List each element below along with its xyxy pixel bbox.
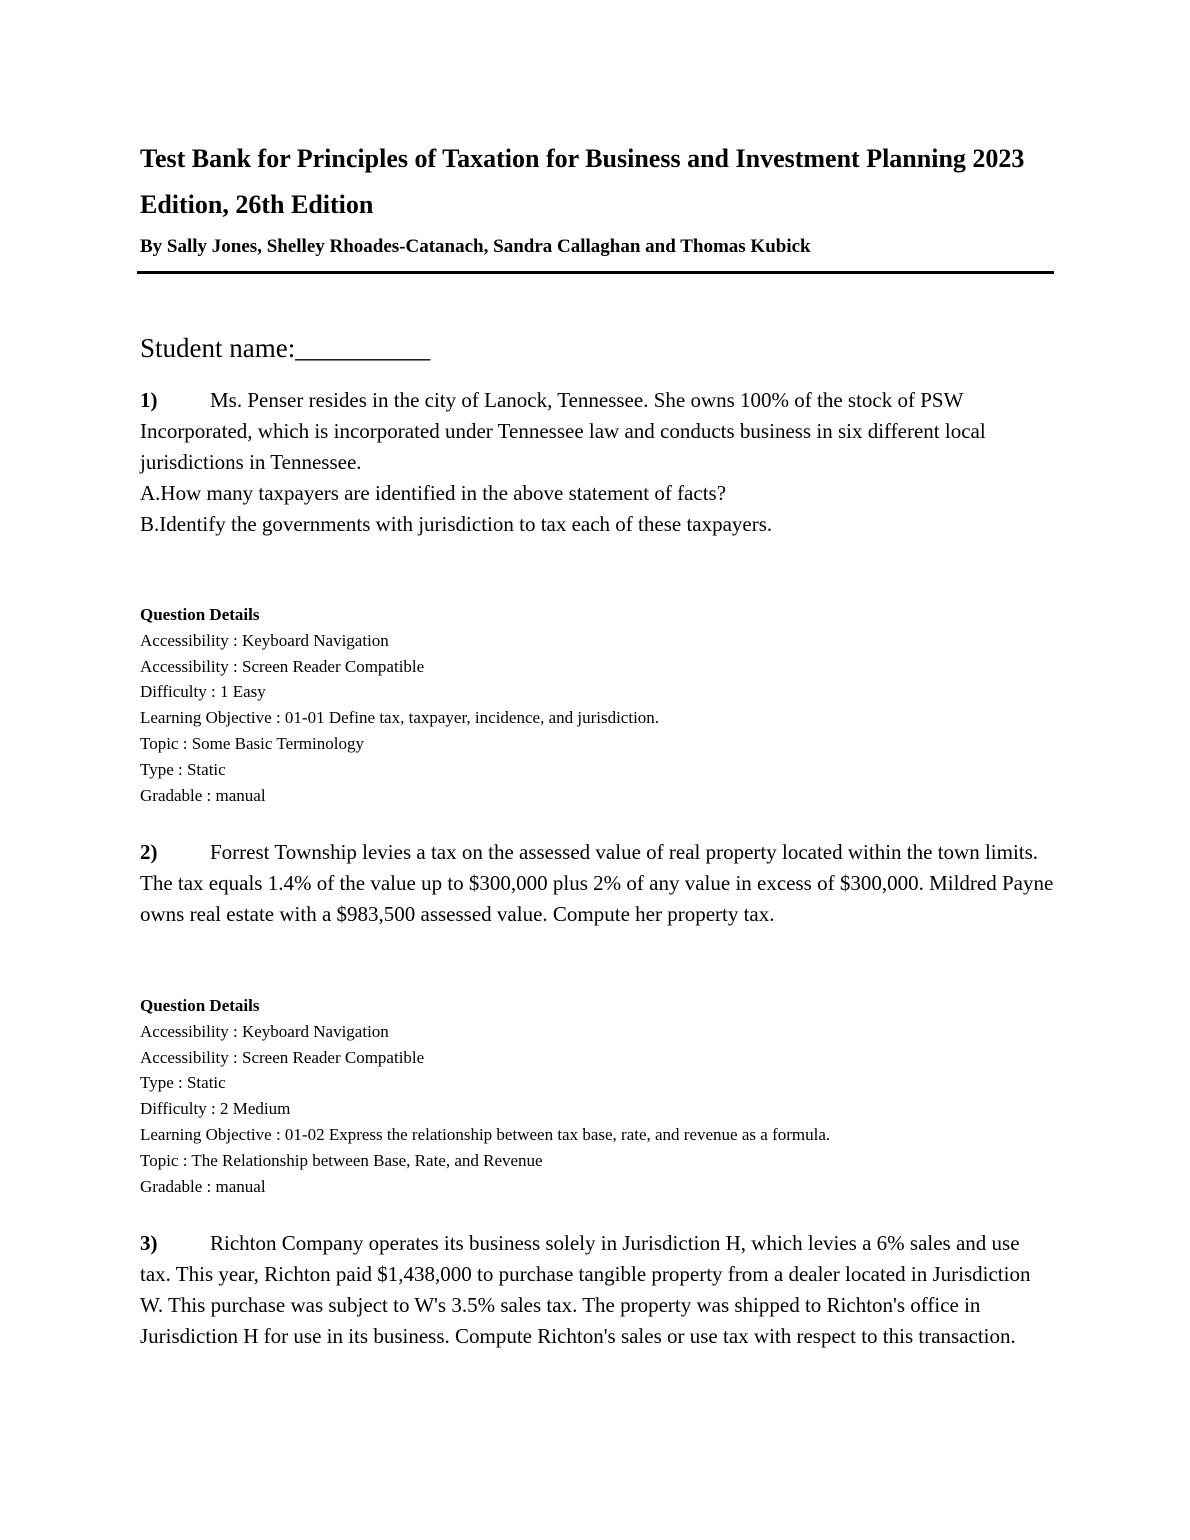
details-line: Gradable : manual bbox=[140, 1176, 266, 1196]
details-heading: Question Details bbox=[140, 605, 260, 624]
question-1 bbox=[140, 385, 1055, 540]
details-line: Gradable : manual bbox=[140, 785, 266, 805]
question-number: 1) bbox=[140, 388, 158, 412]
details-line: Learning Objective : 01-01 Define tax, taxpayer, incidence, and jurisdiction. bbox=[140, 708, 660, 728]
details-line: Accessibility : Screen Reader Compatible bbox=[140, 1047, 425, 1067]
question-2 bbox=[140, 837, 1055, 930]
question-2-details bbox=[140, 993, 1040, 1199]
details-line: Accessibility : Keyboard Navigation bbox=[140, 1021, 389, 1041]
question-1-details bbox=[140, 602, 1040, 808]
details-line: Type : Static bbox=[140, 759, 226, 779]
question-number: 2) bbox=[140, 840, 158, 864]
question-part-a: A.How many taxpayers are identified in the above statement of facts? bbox=[140, 481, 727, 505]
details-line: Type : Static bbox=[140, 1073, 226, 1093]
document-title: Test Bank for Principles of Taxation for Business and Investment Planning 2023 Edition, 26th Edition bbox=[140, 144, 1025, 219]
details-line: Accessibility : Keyboard Navigation bbox=[140, 630, 389, 650]
question-part-b: B.Identify the governments with jurisdiction to tax each of these taxpayers. bbox=[140, 512, 773, 536]
details-line: Difficulty : 2 Medium bbox=[140, 1099, 291, 1119]
student-name-label: Student name:__________ bbox=[140, 333, 431, 363]
details-line: Topic : Some Basic Terminology bbox=[140, 733, 364, 753]
question-text: Ms. Penser resides in the city of Lanock, Tennessee. She owns 100% of the stock of PSW Incorporated, which is incorporated under Tennessee law and conducts business in six different local jurisdictions in Tennessee. bbox=[140, 388, 986, 474]
details-line: Topic : The Relationship between Base, Rate, and Revenue bbox=[140, 1150, 543, 1170]
details-line: Accessibility : Screen Reader Compatible bbox=[140, 656, 425, 676]
question-text: Forrest Township levies a tax on the assessed value of real property located within the town limits. The tax equals 1.4% of the value up to $300,000 plus 2% of any value in excess of $300,000. Mildred Payne owns real estate with a $983,500 assessed value. Compute her property tax. bbox=[140, 840, 1054, 926]
document-authors: By Sally Jones, Shelley Rhoades-Catanach, Sandra Callaghan and Thomas Kubick bbox=[140, 236, 811, 257]
title-divider bbox=[137, 271, 1054, 274]
question-number: 3) bbox=[140, 1231, 158, 1255]
details-heading: Question Details bbox=[140, 996, 260, 1015]
question-3 bbox=[140, 1228, 1055, 1352]
details-line: Learning Objective : 01-02 Express the relationship between tax base, rate, and revenue as a formula. bbox=[140, 1124, 831, 1144]
details-line: Difficulty : 1 Easy bbox=[140, 682, 266, 702]
question-text: Richton Company operates its business solely in Jurisdiction H, which levies a 6% sales and use tax. This year, Richton paid $1,438,000 to purchase tangible property from a dealer located in Jurisdiction W. This purchase was subject to W's 3.5% sales tax. The property was shipped to Richton's office in Jurisdiction H for use in its business. Compute Richton's sales or use tax with respect to this transaction. bbox=[140, 1231, 1031, 1348]
